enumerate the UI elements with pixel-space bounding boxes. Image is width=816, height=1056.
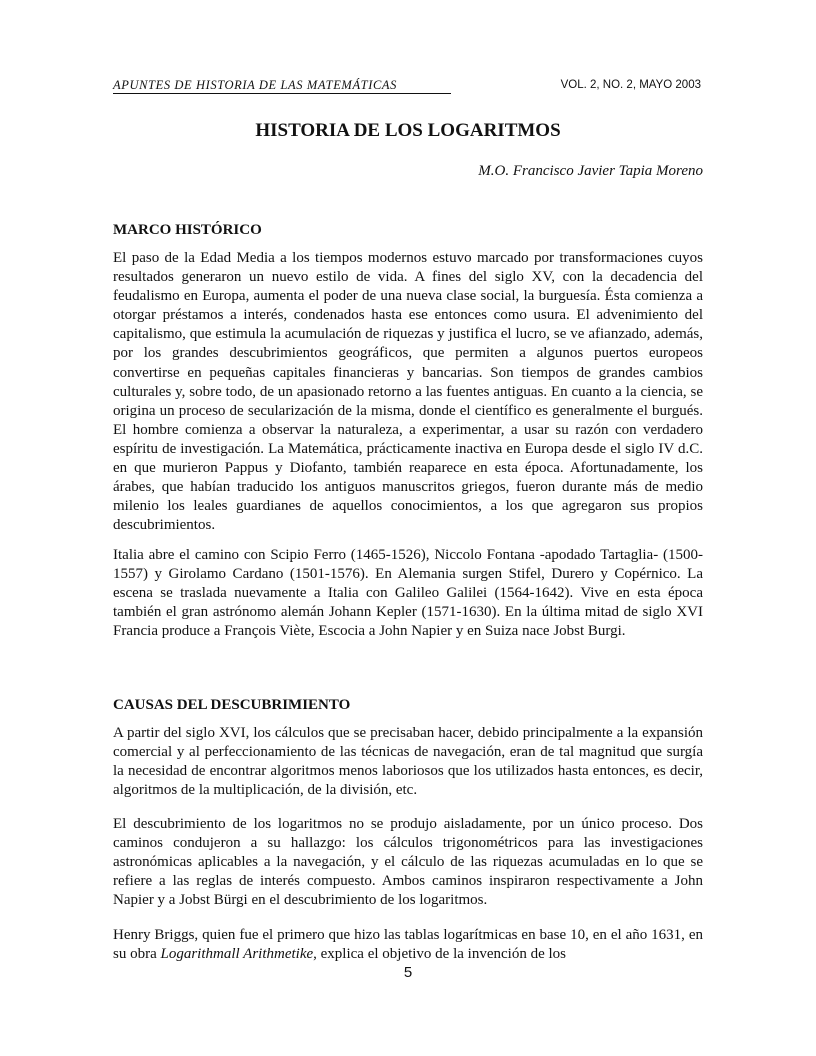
paragraph: A partir del siglo XVI, los cálculos que se precisaban hacer, debido principalmente a la expansión comercial y al perfeccionamiento de las técnicas de navegación, eran de tal magnitud que surgía la necesidad de encontrar algoritmos menos laboriosos que los utilizados hasta entonces, es decir, algoritmos de la multiplicación, de la división, etc. [113,725,703,799]
paragraph-text: Henry Briggs, quien fue el primero que hizo las tablas logarítmicas en base 10, en el año 1631, en su obra [113,927,703,963]
article-title: HISTORIA DE LOS LOGARITMOS [255,120,561,141]
page-number: 5 [403,964,413,981]
volume-info: VOL. 2, NO. 2, MAYO 2003 [560,79,701,91]
paragraph [113,926,703,964]
section-heading-causas-del-descubrimiento: CAUSAS DEL DESCUBRIMIENTO [113,697,351,713]
paragraph: Italia abre el camino con Scipio Ferro (1465-1526), Niccolo Fontana -apodado Tartaglia- (1500-1557) y Girolamo Cardano (1501-1576). En Alemania surgen Stifel, Durero y Copérnico. La escena se traslada nuevamente a Italia con Galileo Galilei (1564-1642). Vive en esta época también el gran astrónomo alemán Johann Kepler (1571-1630). En la última mitad de siglo XVI Francia produce a François Viète, Escocia a John Napier y en Suiza nace Jobst Burgi. [113,547,703,640]
paragraph-text: , explica el objetivo de la invención de los [313,946,566,963]
article-author: M.O. Francisco Javier Tapia Moreno [478,163,703,179]
paragraph: El descubrimiento de los logaritmos no se produjo aisladamente, por un único proceso. Dos caminos condujeron a su hallazgo: los cálculos trigonométricos para las investigaciones astronómicas aplicables a la navegación, y el cálculo de las riquezas acumuladas en lo que se refiere a las reglas de interés compuesto. Ambos caminos inspiraron respectivamente a John Napier y a Jobst Bürgi en el descubrimiento de los logaritmos. [113,816,703,909]
paragraph: El paso de la Edad Media a los tiempos modernos estuvo marcado por transformaciones cuyos resultados generaron un nuevo estilo de vida. A fines del siglo XV, con la decadencia del feudalismo en Europa, aumenta el poder de una nueva clase social, la burguesía. Ésta comienza a otorgar préstamos a interés, condenados hasta ese entonces como usura. El advenimiento del capitalismo, que estimula la acumulación de riquezas y justifica el lucro, se ve afianzado, además, por los grandes descubrimientos geográficos, que permiten a algunos puertos europeos convertirse en pequeñas capitales financieras y bancarias. Son tiempos de grandes cambios culturales y, sobre todo, de un apasionado retorno a las fuentes antiguas. En cuanto a la ciencia, se origina un proceso de secularización de la misma, donde el científico es generalmente el burgués. El hombre comienza a observar la naturaleza, a experimentar, a usar su razón con verdadero espíritu de investigación. La Matemática, prácticamente inactiva en Europa desde el siglo IV d.C. en que murieron Pappus y Diofanto, también reaparece en esta época. Afortunadamente, los árabes, que habían traducido los antiguos manuscritos griegos, fueron durante más de medio milenio los leales guardianes de aquellos conocimientos, a los que agregaron sus propios descubrimientos. [113,250,703,534]
journal-name: APUNTES DE HISTORIA DE LAS MATEMÁTICAS [113,78,451,94]
section-heading-marco-historico: MARCO HISTÓRICO [113,222,262,238]
running-header [113,78,701,94]
book-title: Logarithmall Arithmetike [160,946,314,963]
